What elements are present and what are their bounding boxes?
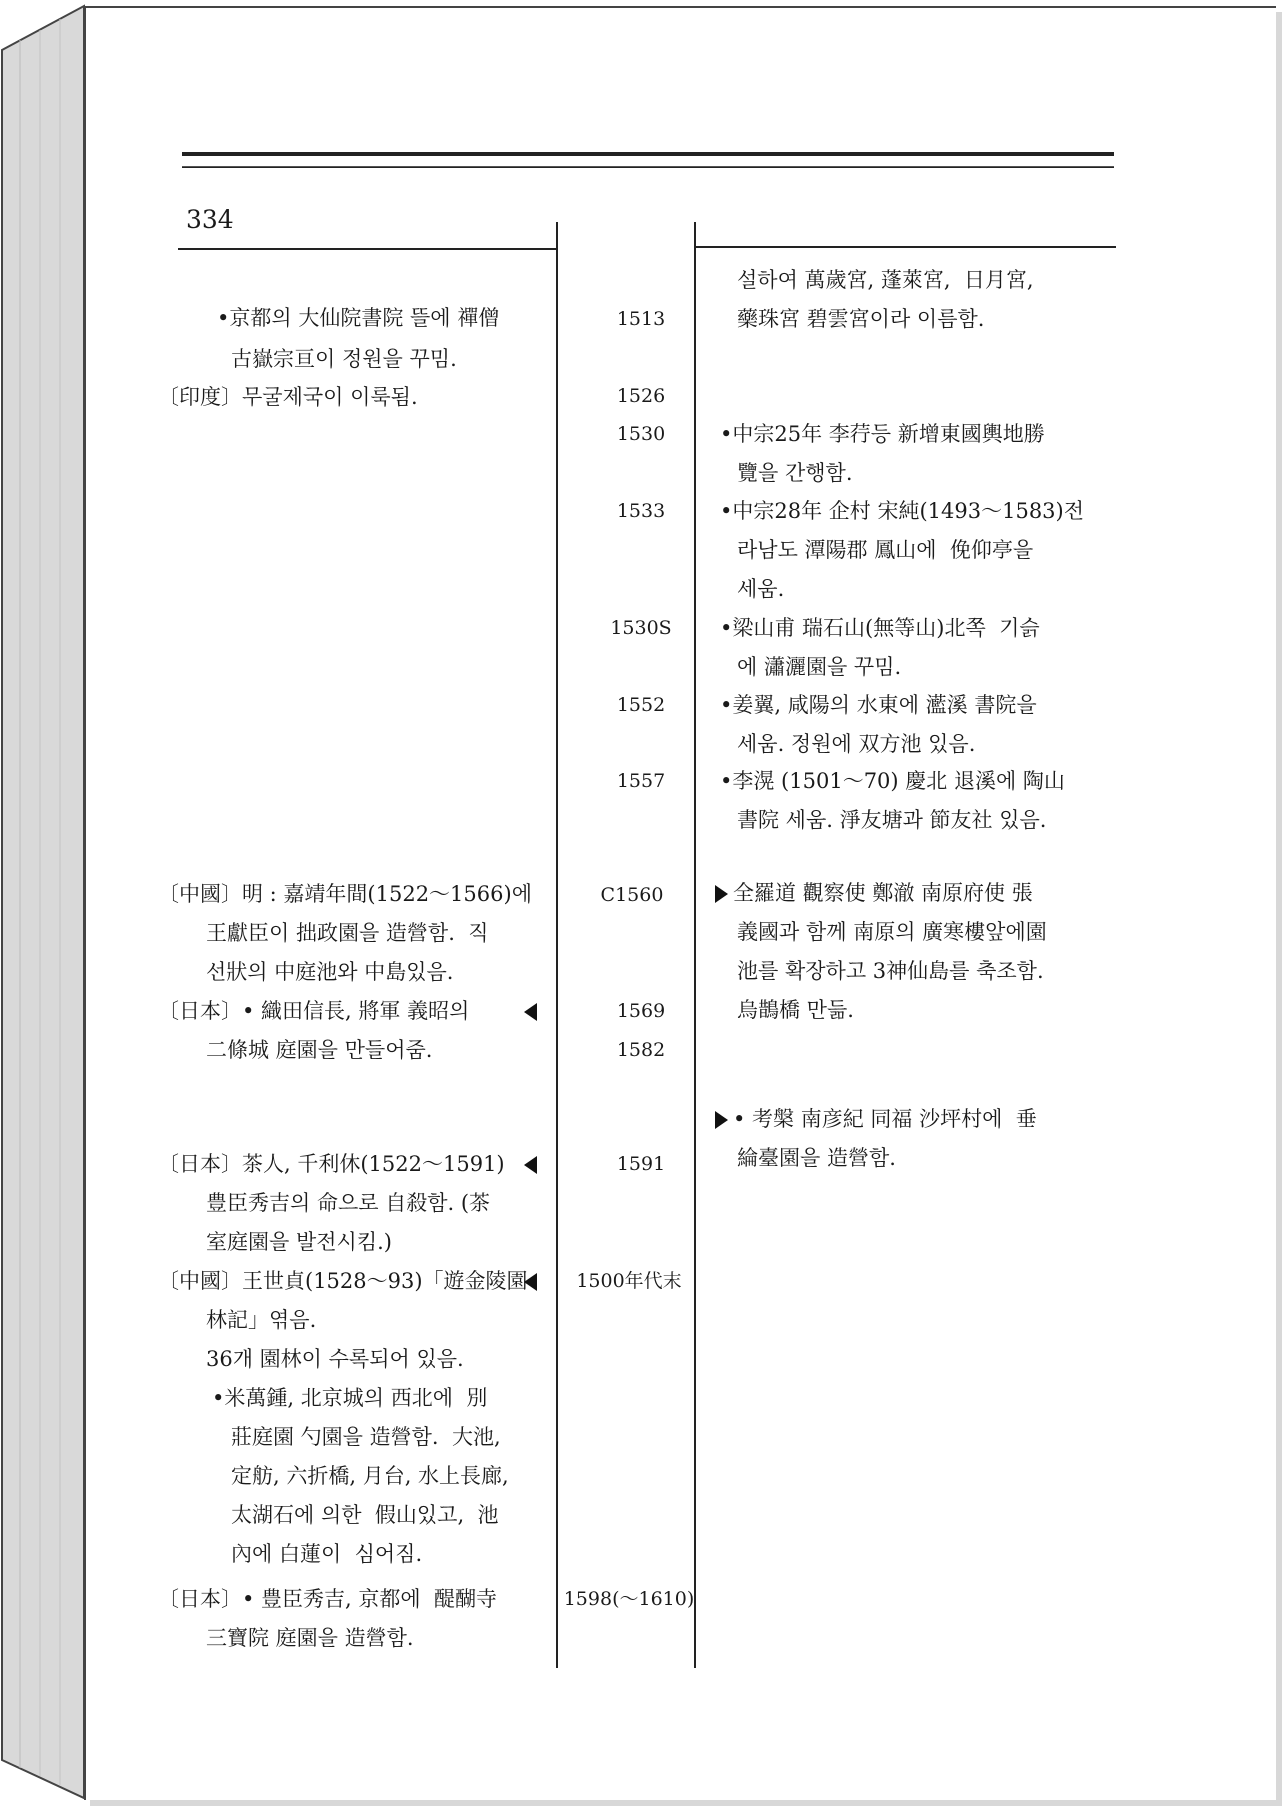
left-entry-4-line-1: 〔日本〕• 織田信長, 將軍 義昭의: [158, 999, 470, 1023]
left-entry-7-line-1: •米萬鍾, 北京城의 西北에 別: [212, 1386, 488, 1410]
left-entry-1-line-1: •京都의 大仙院書院 뜰에 禪僧: [217, 306, 500, 330]
left-entry-1-line-2: 古嶽宗亘이 정원을 꾸밈.: [231, 347, 457, 371]
right-entry-8-line-1: • 考槃 南彦紀 同福 沙坪村에 垂: [733, 1107, 1037, 1131]
right-entry-3-line-1: •中宗28年 企村 宋純(1493～1583)전: [720, 499, 1085, 523]
right-entry-4-line-1: •梁山甫 瑞石山(無等山)北쪽 기슭: [720, 616, 1040, 640]
left-entry-4-line-2: 二條城 庭園을 만들어줌.: [206, 1038, 433, 1062]
left-entry-3-line-3: 선狀의 中庭池와 中島있음.: [206, 960, 454, 984]
left-entry-3-line-1: 〔中國〕明 : 嘉靖年間(1522～1566)에: [158, 882, 532, 906]
right-entry-2-line-1: •中宗25年 李荇등 新增東國輿地勝: [720, 422, 1045, 446]
right-entry-6-line-1: •李滉 (1501～70) 慶北 退溪에 陶山: [720, 769, 1065, 793]
left-entry-5-line-3: 室庭園을 발전시킴.): [206, 1230, 392, 1254]
left-entry-2-line-1: 〔印度〕무굴제국이 이룩됨.: [158, 385, 418, 409]
year-1530s: 1530S: [610, 617, 672, 639]
year-1500s-end: 1500年代末: [576, 1270, 682, 1292]
year-1533: 1533: [616, 500, 666, 522]
left-entry-6-line-1: 〔中國〕王世貞(1528～93)「遊金陵園: [158, 1269, 528, 1293]
right-entry-5-line-1: •姜翼, 咸陽의 水東에 灆溪 書院을: [720, 693, 1037, 717]
left-entry-3-line-2: 王獻臣이 拙政園을 造營함. 직: [206, 921, 489, 945]
left-entry-6-line-3: 36개 園林이 수록되어 있음.: [206, 1347, 464, 1371]
year-1530: 1530: [616, 423, 666, 445]
left-entry-6-line-2: 林記」엮음.: [206, 1308, 317, 1332]
left-entry-7-line-3: 定舫, 六折橋, 月台, 水上長廊,: [231, 1464, 509, 1488]
table-rule-left: [178, 248, 556, 250]
column-divider-left: [556, 222, 558, 1668]
right-entry-7-line-2: 義國과 함께 南原의 廣寒樓앞에園: [737, 920, 1047, 944]
year-1513: 1513: [616, 308, 666, 330]
right-entry-3-line-3: 세움.: [737, 577, 785, 601]
year-1552: 1552: [616, 694, 666, 716]
header-rule-thin: [182, 166, 1114, 167]
right-entry-7-line-3: 池를 확장하고 3神仙島를 축조함.: [737, 959, 1044, 983]
right-entry-6-line-2: 書院 세움. 淨友塘과 節友社 있음.: [737, 808, 1047, 832]
arrow-left-icon: [524, 1003, 537, 1021]
left-entry-7-line-5: 內에 白蓮이 심어짐.: [231, 1542, 423, 1566]
year-1598: 1598(～1610): [563, 1588, 695, 1610]
page-number: 334: [186, 205, 234, 234]
arrow-right-icon: [715, 1111, 728, 1129]
left-entry-5-line-1: 〔日本〕茶人, 千利休(1522～1591): [158, 1152, 505, 1176]
left-entry-5-line-2: 豊臣秀吉의 命으로 自殺함. (茶: [206, 1191, 491, 1215]
year-1526: 1526: [616, 385, 666, 407]
left-entry-7-line-2: 莊庭園 勺園을 造營함. 大池,: [231, 1425, 501, 1449]
right-entry-5-line-2: 세움. 정원에 双方池 있음.: [737, 732, 976, 756]
year-1591: 1591: [616, 1153, 666, 1175]
table-rule-right: [694, 246, 1116, 248]
right-entry-2-line-2: 覽을 간행함.: [737, 461, 853, 485]
year-1569: 1569: [616, 1000, 666, 1022]
arrow-left-icon: [524, 1156, 537, 1174]
left-entry-8-line-2: 三寶院 庭園을 造營함.: [206, 1626, 414, 1650]
book-spine: [0, 0, 86, 1806]
arrow-right-icon: [715, 885, 728, 903]
right-entry-1-line-1: 설하여 萬歲宮, 蓬萊宮, 日月宮,: [737, 268, 1034, 292]
right-entry-7-line-4: 烏鵲橋 만듦.: [737, 998, 854, 1022]
left-entry-7-line-4: 太湖石에 의한 假山있고, 池: [231, 1503, 499, 1527]
year-1557: 1557: [616, 770, 666, 792]
year-c1560: C1560: [600, 884, 664, 906]
arrow-left-icon: [524, 1273, 537, 1291]
right-entry-3-line-2: 라남도 潭陽郡 鳳山에 俛仰亭을: [737, 538, 1034, 562]
left-entry-8-line-1: 〔日本〕• 豊臣秀吉, 京都에 醍醐寺: [158, 1587, 498, 1611]
right-entry-7-line-1: 全羅道 觀察使 鄭澈 南原府使 張: [733, 881, 1033, 905]
year-1582: 1582: [616, 1039, 666, 1061]
right-entry-1-line-2: 藥珠宮 碧雲宮이라 이름함.: [737, 307, 985, 331]
right-entry-4-line-2: 에 瀟灑園을 꾸밈.: [737, 655, 902, 679]
right-entry-8-line-2: 綸臺園을 造營함.: [737, 1146, 896, 1170]
